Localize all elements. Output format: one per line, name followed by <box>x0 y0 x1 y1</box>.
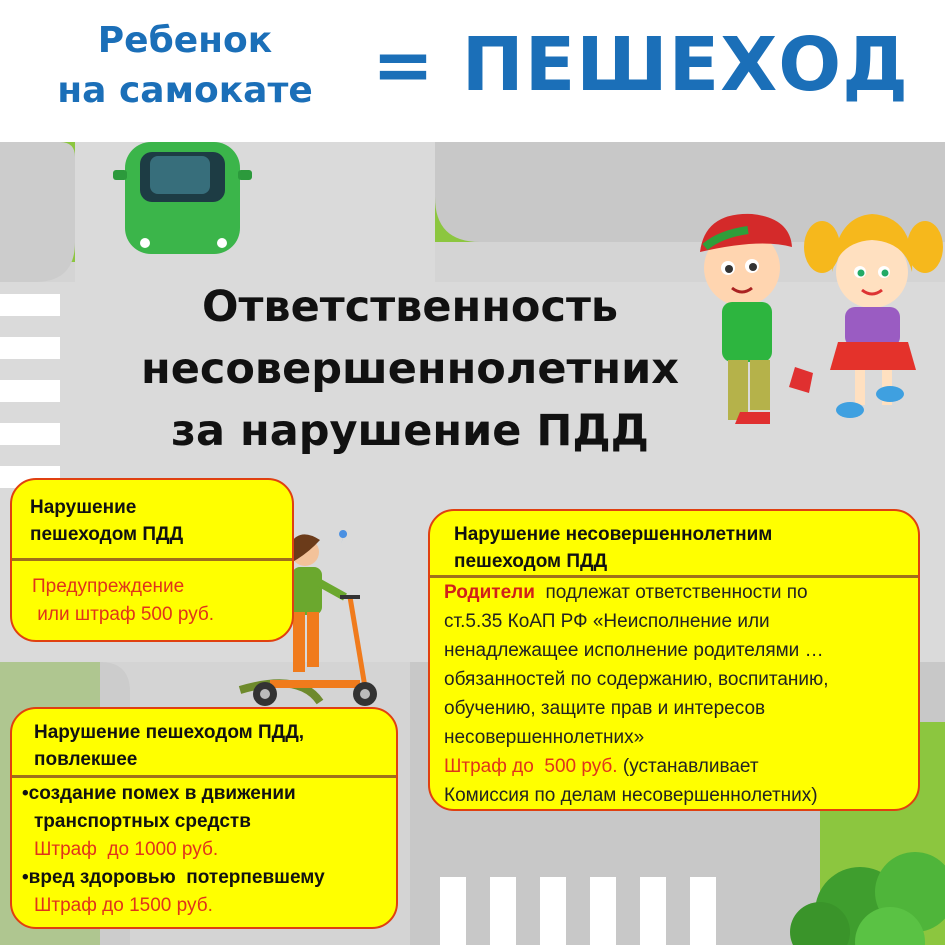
box2-body-line4: обязанностей по содержанию, воспитанию, <box>444 669 829 690</box>
box2-fine: Штраф до 500 руб. <box>444 756 618 777</box>
info-box-minor <box>428 509 920 811</box>
box2-body-line6: несовершеннолетних» <box>444 727 645 748</box>
box3-item1-line2: транспортных средств <box>34 811 251 832</box>
box2-body-line5: обучению, защите прав и интересов <box>444 698 766 719</box>
box1-penalty-line2: или штраф 500 руб. <box>32 604 215 625</box>
box3-divider <box>12 775 396 778</box>
box2-body-line2: ст.5.35 КоАП РФ «Неисполнение или <box>444 611 770 632</box>
box1-divider <box>12 558 292 561</box>
info-box-pedestrian <box>10 478 294 642</box>
main-title-line1: Ответственность <box>201 282 619 332</box>
box2-body-line1: подлежат ответственности по <box>534 582 808 603</box>
road-scene <box>0 142 945 945</box>
box1-heading-line1: Нарушение <box>30 497 137 518</box>
header-banner <box>0 0 945 142</box>
header-subject-line2: на самокате <box>57 70 313 111</box>
box1-heading-line2: пешеходом ПДД <box>30 524 184 545</box>
box2-body-line3: ненадлежащее исполнение родителями … <box>444 640 824 661</box>
main-title-line3: за нарушение ПДД <box>171 406 649 456</box>
box3-item1-fine: Штраф до 1000 руб. <box>34 839 219 860</box>
box2-body-line8: Комиссия по делам несовершеннолетних) <box>444 785 818 806</box>
main-title-line2: несовершеннолетних <box>140 344 679 394</box>
header-equation: = ПЕШЕХОД <box>372 22 910 108</box>
box2-parents-label: Родители <box>444 582 535 603</box>
green-car-icon <box>113 142 252 254</box>
box2-heading-line1: Нарушение несовершеннолетним <box>454 524 773 545</box>
box2-body-line7: (устанавливает <box>617 756 759 777</box>
box1-penalty-line1: Предупреждение <box>32 576 185 597</box>
header-subject-line1: Ребенок <box>97 20 273 61</box>
box3-heading-line1: Нарушение пешеходом ПДД, <box>34 722 305 743</box>
box3-item2: •вред здоровью потерпевшему <box>22 867 325 888</box>
box3-item1-line1: •создание помех в движении <box>22 783 296 804</box>
box2-heading-line2: пешеходом ПДД <box>454 551 608 572</box>
info-box-consequences <box>10 707 398 929</box>
box3-heading-line2: повлекшее <box>34 749 138 770</box>
box3-item2-fine: Штраф до 1500 руб. <box>34 895 213 916</box>
